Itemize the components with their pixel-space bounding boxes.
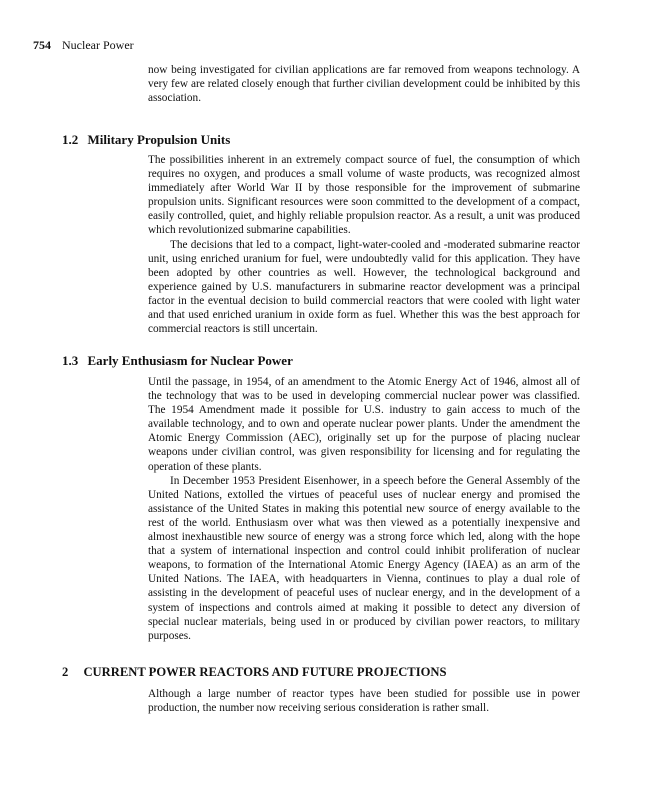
section-number: 1.3 — [62, 353, 79, 368]
intro-text-block — [148, 63, 580, 105]
section-title: CURRENT POWER REACTORS AND FUTURE PROJECTIONS — [83, 665, 447, 679]
page-number: 754 — [33, 38, 51, 52]
intro-paragraph: now being investigated for civilian applications are far removed from weapons technology. A very few are related closely enough that further civilian development could be inhibited by this association. — [148, 64, 580, 105]
section-1-3-heading — [62, 353, 293, 369]
section-1-2-heading — [62, 132, 230, 148]
paragraph: Until the passage, in 1954, of an amendment to the Atomic Energy Act of 1946, almost all of the technology that was to be used in developing commercial nuclear power was classified. The 1954 Amendment made it possible for U.S. industry to gain access to much of the available technology, and to own and operate nuclear power plants. Under the amendment the Atomic Energy Commission (AEC), originally set up for the purpose of placing nuclear weapons under civilian control, was given responsibility for licensing and for regulating the operation of these plants. — [148, 376, 580, 473]
paragraph: Although a large number of reactor types have been studied for possible use in power production, the number now receiving serious consideration is rather small. — [148, 688, 580, 715]
running-title: Nuclear Power — [62, 38, 134, 52]
section-1-3-body — [148, 375, 580, 643]
paragraph: The possibilities inherent in an extremely compact source of fuel, the consumption of which requires no oxygen, and produces a small volume of waste products, was recognized almost immediately after World War II by those responsible for the improvement of submarine propulsion units. Significant resources were soon committed to the development of a compact, easily controlled, quiet, and highly reliable propulsion reactor. As a result, a unit was produced which revolutionized submarine capabilities. — [148, 154, 580, 237]
section-2-heading — [62, 665, 447, 680]
running-header — [33, 38, 134, 53]
paragraph: The decisions that led to a compact, light-water-cooled and -moderated submarine reactor unit, using enriched uranium for fuel, were undoubtedly valid for this application. They have been adopted by other countries as well. However, the technological background and experience gained by U.S. manufacturers in submarine reactor development was a principal factor in the eventual decision to build commercial reactors that were cooled with light water and that used enriched uranium in oxide form as fuel. Whether this was the best approach for commercial reactors is still uncertain. — [148, 238, 580, 336]
section-title: Early Enthusiasm for Nuclear Power — [87, 353, 293, 368]
section-title: Military Propulsion Units — [87, 132, 231, 147]
paragraph: In December 1953 President Eisenhower, in a speech before the General Assembly of the United Nations, extolled the virtues of peaceful uses of nuclear energy and promised the assistance of the United States in making this potential new source of energy available to the rest of the world. Enthusiasm over what was then viewed as a potentially inexpensive and almost inexhaustible new source of energy was a strong force which led, along with the hope that a system of international inspection and control could inhibit proliferation of nuclear weapons, to formation of the International Atomic Energy Agency (IAEA) as an arm of the United Nations. The IAEA, with headquarters in Vienna, continues to play a dual role of assisting in the development of peaceful uses of nuclear energy, and in the development of a system of inspections and controls aimed at making it possible to detect any diversion of special nuclear materials, being used in or produced by civilian power reactors, to military purposes. — [148, 474, 580, 642]
section-2-body — [148, 687, 580, 715]
section-1-2-body — [148, 153, 580, 336]
section-number: 2 — [62, 665, 69, 679]
section-number: 1.2 — [62, 132, 79, 147]
